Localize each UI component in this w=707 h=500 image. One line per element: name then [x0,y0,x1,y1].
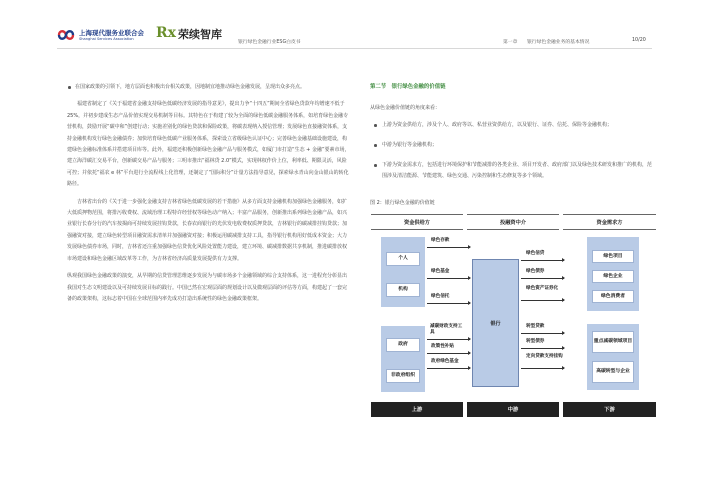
header-divider [57,48,652,49]
document-title: 银行绿色金融行业ESG白皮书 [238,40,301,45]
column-header-intermediary: 投融资中介 [467,214,559,230]
high-carbon-company-box: 高碳转型与企业 [592,361,634,383]
label-targeted-loan: 定向贷款支持挂钩 [526,354,563,359]
arrow-gov-green-fund [427,368,470,369]
label-carbon-tool: 减碳财政支持工具 [430,324,463,335]
label-green-deposit: 绿色存款 [431,238,450,243]
brand-mark: Rx [156,25,176,41]
paragraph-jilin: 吉林省出台的《关于进一步强化金融支持吉林省绿色低碳发展的若干措施》从多方面支持金融机构加强绿色金融服务，如扩大低质押物范围，将排污收费权、流域治理工程特许经营权等绿色动产纳入；丰富产品服务，创新推出系列绿色金融产品，如兴业银行长春分行的汽车按揭商可持续发展挂钩贷款，长春农商银行的光伏发电收费权质押贷款，吉林银行的碳减排挂钩贷款；加强融资对接，建立绿色转型项目融资需求清单并加强融资对接；积极运用碳减排支持工具，指导银行机构用好低成本资金；大力发展绿色债券市场，同时，吉林省还注重加强绿色信贷优化风险处置能力建设，建立环境、碳减排数据共享机制，推进碳排放权市场建设和绿色金融区域改革等工作，为吉林省经济高质量发展提供有力支撑。 [67,198,348,262]
association-name-cn: 上海现代服务业联合会 [79,29,144,37]
left-column [67,82,350,305]
bullet-midstream: 中游为银行等金融机构； [382,140,655,151]
label-green-fund: 绿色基金 [431,269,450,274]
arrow-green-abs [521,300,564,301]
footer-upstream: 上游 [371,402,463,417]
arrow-transition-bond [521,348,564,349]
arrow-green-loan [521,260,564,261]
arrow-targeted-loan [521,368,564,369]
page-header [0,0,707,62]
arrow-fund [427,278,470,279]
footer-downstream: 下游 [563,402,656,417]
value-chain-diagram [371,214,656,419]
chapter-name: 银行绿色金融业务的基本情况 [527,40,590,45]
label-gov-green-fund: 政府绿色基金 [431,359,459,364]
label-green-loan: 绿色信贷 [526,251,545,256]
page-number: 10/20 [632,38,646,43]
arrow-green-bond [521,278,564,279]
arrow-trust [427,303,470,304]
label-transition-loan: 转型贷款 [526,324,545,329]
ngo-box: 非政府组织 [386,369,420,383]
person-box: 个人 [386,252,420,266]
chapter-number: 第一章 [503,40,518,45]
label-transition-bond: 转型债券 [526,339,545,344]
section-heading: 第二节 银行绿色金融的价值链 [370,84,446,90]
paragraph-policy-intro: 在国家政策的引领下，地方层面也积极出台相关政策，因地制宜地推动绿色金融发展，呈现出众多亮点。 [67,82,350,93]
key-carbon-project-box: 重点减碳领域项目 [592,331,634,353]
government-box: 政府 [386,338,420,352]
green-consumer-box: 绿色消费者 [592,290,634,303]
bullet-upstream: 上游为资金供给方，涉及个人、政府等以、私营业资供给方，以及银行、证券、信托、保险等金融机构； [382,120,655,131]
green-company-box: 绿色企业 [592,270,634,283]
arrow-transition-loan [521,333,564,334]
bullet-downstream: 下游为资金需求方，包括进行环境保护和节能减排的各类企业、项目开发者、政府部门以及绿色技术研发和推广的机构，范围涉及清洁能源、节能建筑、绿色交通、污染控制和生态修复等多个领域。 [382,160,655,182]
paragraph-fujian: 福建省制定了《关于福建省金融支持绿色低碳经济发展的指导意见》，提出力争“十四五”期间全省绿色贷款年均增速不低于 25%，并初步建成生态产品价值实现交易机制等目标。其特色在于构建了较为全面的绿色低碳金融服务体系，如培育绿色金融专营机构，鼓励开展“碳中和”创建行动；实施差别化的绿色贷款和保险政策，将碳表现纳入授信管理；发展绿色直接融资体系，支持金融机构发行绿色金融债券；加快培育绿色低碳产业服务体系，探索设立省级绿色认证中心；完善绿色金融基础设施建设，构建绿色金融标准体系并搭建项目库等。此外，福建还积极创新绿色金融产品与服务模式，如厦门市打造“生态 + 金融”要素市场，建立海洋碳汇交易平台，创新碳交易产品与服务；三明市推出“福林贷 2.0”模式，实现林权作价上位，利率低、期限灵活，风险可控；并依托“福农 e 林”平台进行全流程线上化管理，还制定了“国际积分”计量方法指导意见，探索绿水青山向金山银山的转化路径。 [67,101,350,188]
label-green-trust: 绿色信托 [431,294,450,299]
arrow-carbon-tool [427,339,470,340]
paragraph-summary: 纵观我国绿色金融政策的演变，从早期的信贷管理思维逐步发展为与碳市场多个金融领域的综合支持体系，这一进程充分彰显出我国对生态文明建设以及可持续发展目标的践行。中国已然在宏观层面的规划设计以及微观层面的评估等方面，构建起了一套完备的政策架构，这标志着中国在全球范围内率先成功打造出系统性的绿色金融政策框架。 [67,273,348,302]
association-logo-icon [57,27,75,43]
green-project-box: 绿色项目 [592,250,634,263]
label-policy-subsidy: 政策性补贴 [431,344,454,349]
column-header-supply: 资金供给方 [371,214,463,230]
bank-box: 银行 [472,259,519,387]
brand-name: 荣续智库 [178,28,222,41]
footer-midstream: 中游 [467,402,559,417]
institution-box: 机构 [386,283,420,297]
value-chain-intro: 从绿色金融价值链的角度来看： [370,105,441,111]
figure-caption: 图 2：银行绿色金融的价值链 [370,200,435,206]
association-name-en: Shanghai Services Association [79,37,134,41]
label-green-abs: 绿色资产证券化 [526,286,559,291]
arrow-deposit [427,247,470,248]
label-green-bond: 绿色债券 [526,269,545,274]
column-header-demand: 资金需求方 [563,214,656,230]
arrow-policy-subsidy [427,353,470,354]
